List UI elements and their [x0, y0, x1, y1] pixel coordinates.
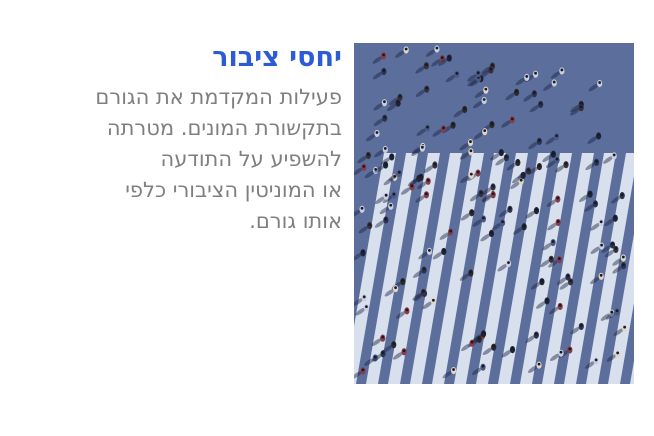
text-block [36, 40, 342, 237]
crowd-crosswalk-illustration [354, 43, 634, 384]
description-line: בתקשורת המונים. מטרתה [106, 116, 342, 140]
description-line: פעילות המקדמת את הגורם [95, 85, 342, 109]
section-heading: יחסי ציבור [212, 42, 342, 73]
description-line: או המוניטין הציבורי כלפי [125, 178, 342, 202]
description [36, 82, 342, 237]
description-line: אותו גורם. [249, 209, 342, 233]
description-line: להשפיע על התודעה [160, 147, 342, 171]
crowd-crosswalk-photo [354, 43, 634, 384]
